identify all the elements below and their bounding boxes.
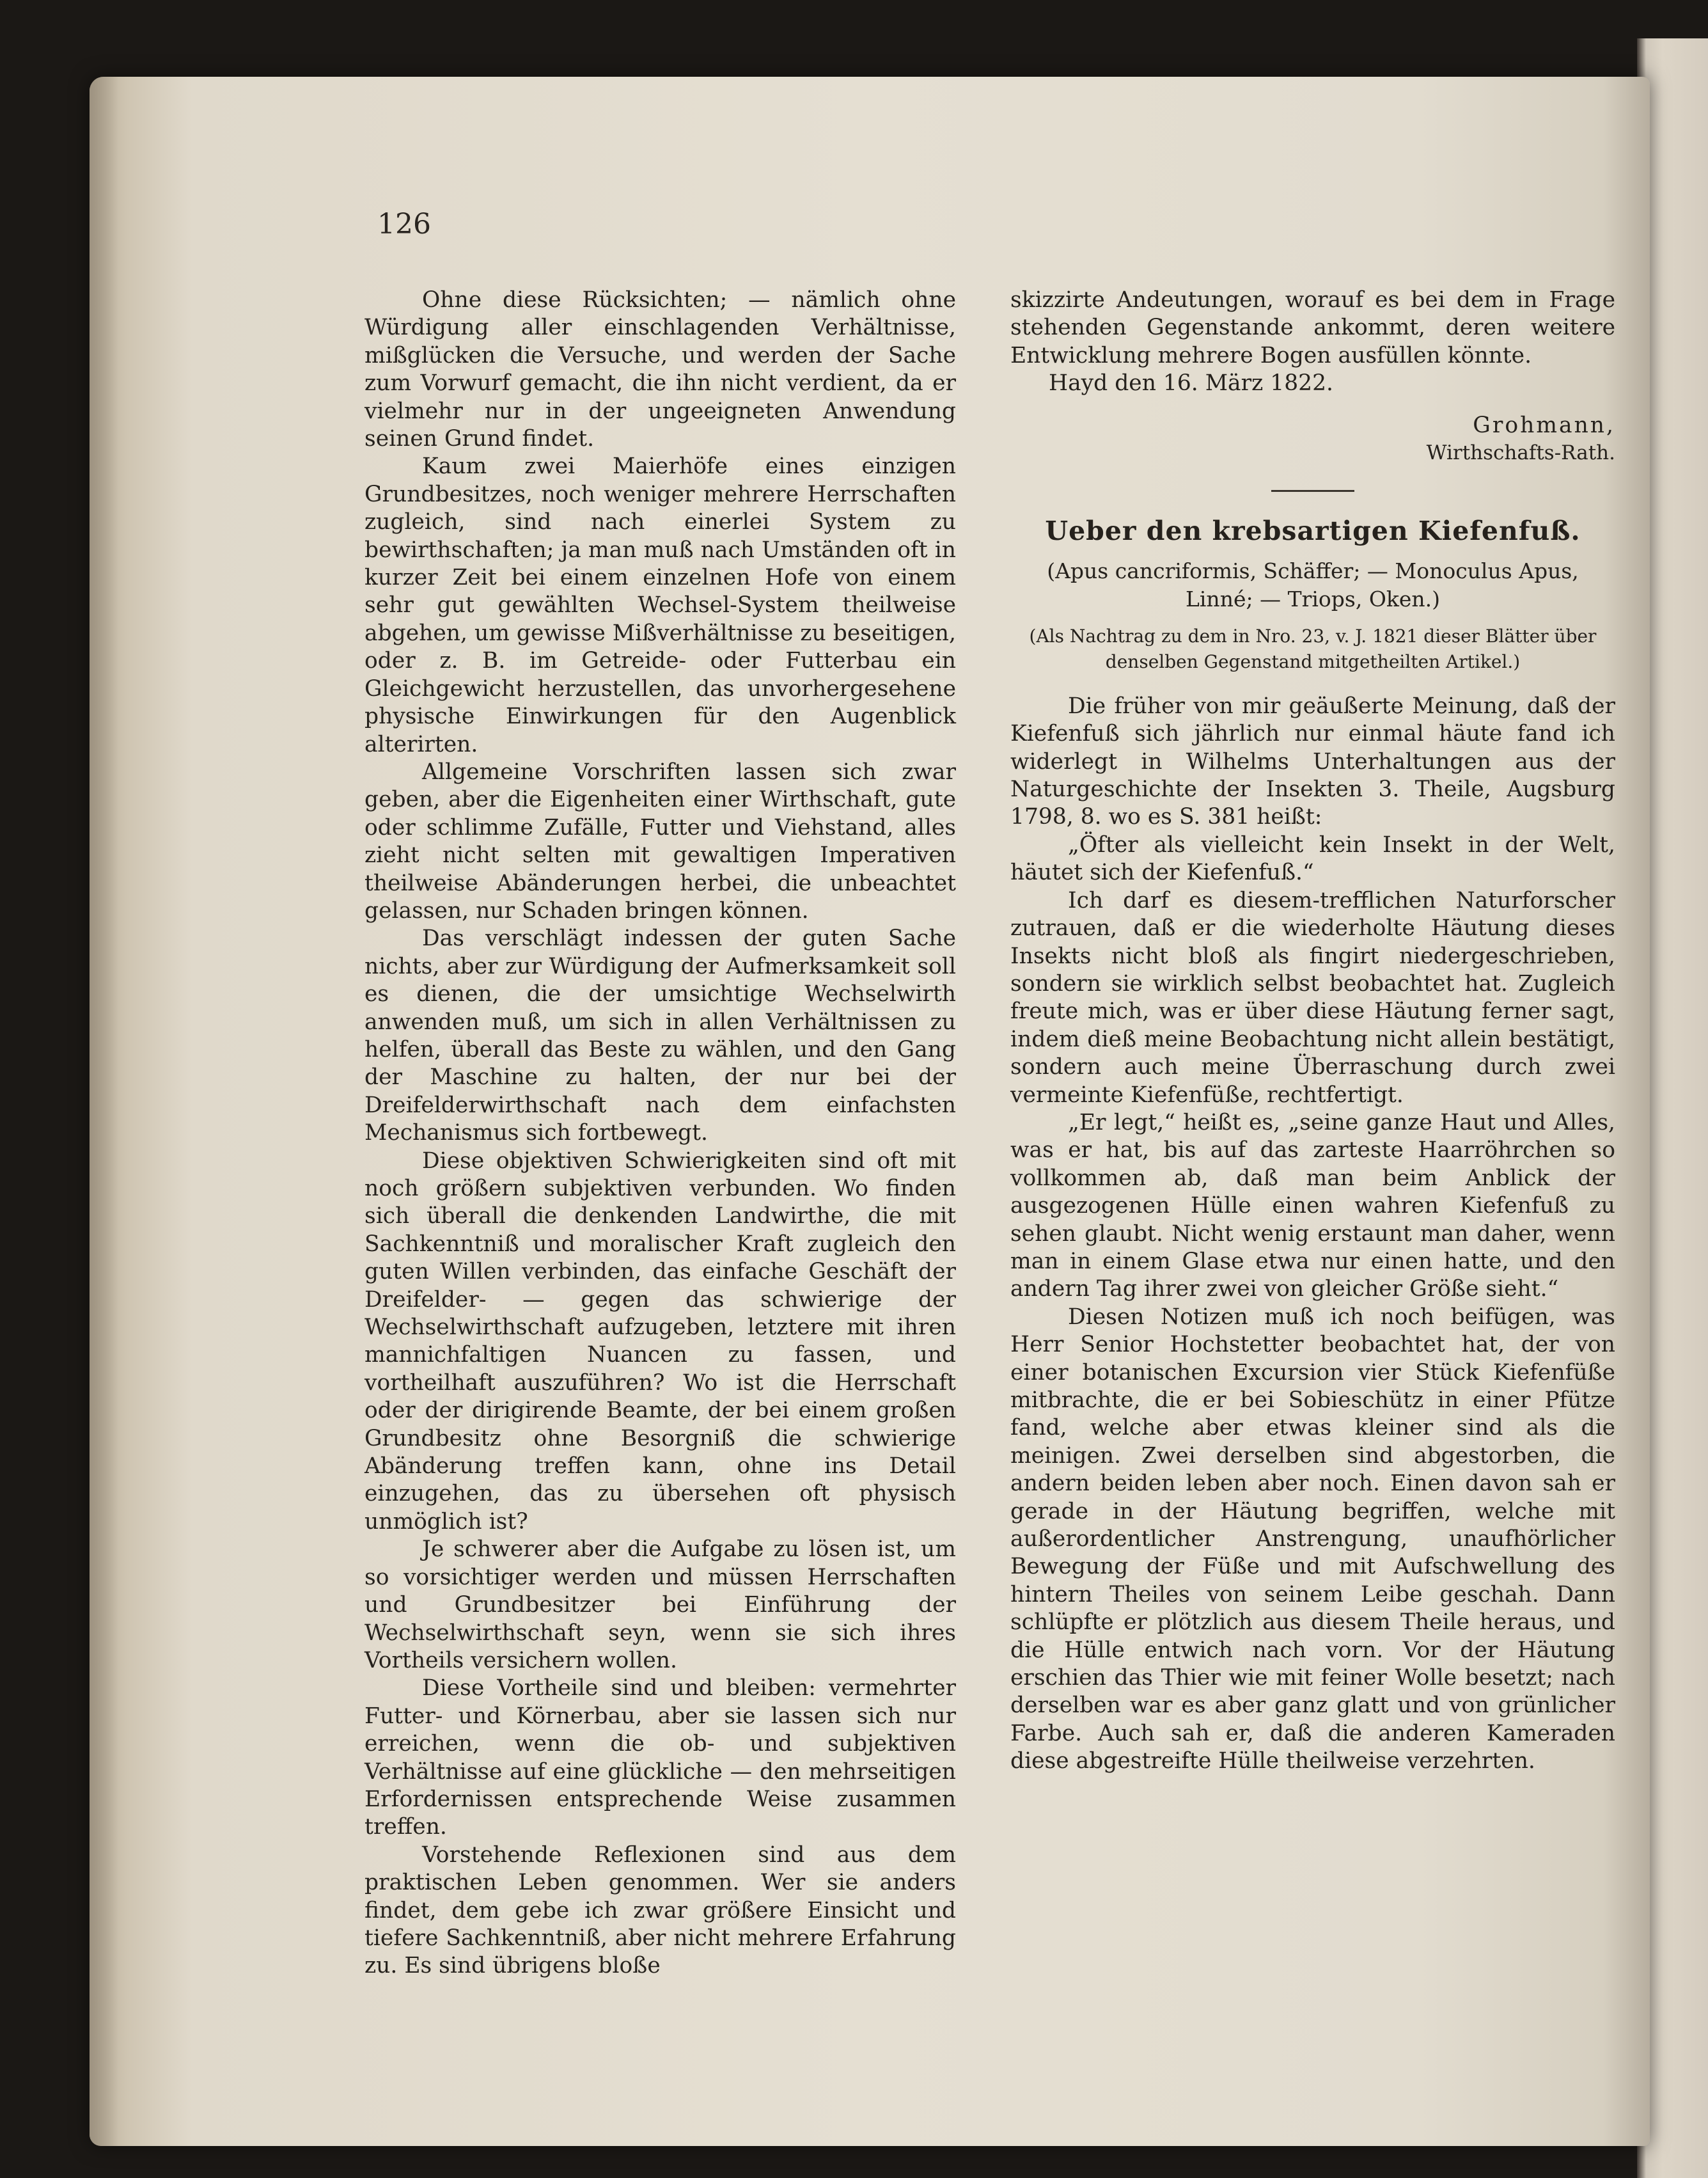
paragraph: Ich darf es diesem-trefflichen Naturforscher zutrauen, daß er die wiederholte Häutung dieses Insekts nicht bloß als fingirt niedergeschrieben, sondern sie wirklich selbst beobachtet hat. Zugleich freute mich, was er über diese Häutung ferner sagt, indem dieß meine Beobachtung nicht allein bestätigt, sondern auch meine Überraschung durch zwei vermeinte Kiefenfüße, rechtfertigt. <box>1010 887 1615 1108</box>
paragraph: Ohne diese Rücksichten; — nämlich ohne Würdigung aller einschlagenden Verhältnisse, mißglücken die Versuche, und werden der Sache zum Vorwurf gemacht, die ihn nicht verdient, da er vielmehr nur in der ungeeigneten Anwendung seinen Grund findet. <box>364 287 956 452</box>
article-subtitle: (Apus cancriformis, Schäffer; — Monoculus Apus, Linné; — Triops, Oken.) <box>1047 558 1579 612</box>
article-heading: Ueber den krebsartigen Kiefenfuß. <box>1045 516 1581 547</box>
left-column <box>364 287 956 1980</box>
paragraph: Je schwerer aber die Aufgabe zu lösen ist, um so vorsichtiger werden und müssen Herrschaften und Grundbesitzer bei Einführung der Wechselwirthschaft seyn, wenn sie sich ihres Vortheils versichern wollen. <box>364 1536 956 1673</box>
paragraph-continuation: skizzirte Andeutungen, worauf es bei dem in Frage stehenden Gegenstande ankommt, deren weitere Entwicklung mehrere Bogen ausfüllen könnte. <box>1010 287 1615 368</box>
paragraph: Das verschlägt indessen der guten Sache nichts, aber zur Würdigung der Aufmerksamkeit soll es dienen, die der umsichtige Wechselwirth anwenden muß, um sich in allen Verhältnissen zu helfen, überall das Beste zu wählen, und den Gang der Maschine zu halten, der nur bei der Dreifelderwirthschaft nach dem einfachsten Mechanismus sich fortbewegt. <box>364 926 956 1146</box>
paragraph: Allgemeine Vorschriften lassen sich zwar geben, aber die Eigenheiten einer Wirthschaft, gute oder schlimme Zufälle, Futter und Viehstand, alles zieht nicht selten mit gewaltigen Imperativen theilweise Abänderungen herbei, die unbeachtet gelassen, nur Schaden bringen können. <box>364 759 956 924</box>
section-divider <box>1271 490 1354 492</box>
paragraph: Diesen Notizen muß ich noch beifügen, was Herr Senior Hochstetter beobachtet hat, der von einer botanischen Excursion vier Stück Kiefenfüße mitbrachte, die er bei Sobieschütz in einer Pfütze fand, welche aber etwas kleiner sind als die meinigen. Zwei derselben sind abgestorben, die andern beiden leben aber noch. Einen davon sah er gerade in der Häutung begriffen, welche mit außerordentlicher Anstrengung, unaufhörlicher Bewegung der Füße und mit Aufschwellung des hintern Theiles von seinem Leibe geschah. Dann schlüpfte er plötzlich aus diesem Theile heraus, und die Hülle entwich nach vorn. Vor der Häutung erschien das Thier wie mit feiner Wolle besetzt; nach derselben war es aber ganz glatt und von grünlicher Farbe. Auch sah er, daß die anderen Kameraden diese abgestreifte Hülle theilweise verzehrten. <box>1010 1304 1615 1774</box>
paragraph: Vorstehende Reflexionen sind aus dem praktischen Leben genommen. Wer sie anders findet, dem gebe ich zwar größere Einsicht und tiefere Sachkenntniß, aber nicht mehrere Erfahrung zu. Es sind übrigens bloße <box>364 1842 956 1979</box>
paragraph: Diese Vortheile sind und bleiben: vermehrter Futter- und Körnerbau, aber sie lassen sich nur erreichen, wenn die ob- und subjektiven Verhältnisse auf eine glückliche — den mehrseitigen Erfordernissen entsprechende Weise zusammen treffen. <box>364 1675 956 1840</box>
right-column <box>1010 287 1615 1776</box>
dateline: Hayd den 16. März 1822. <box>1049 370 1334 397</box>
paragraph: Die früher von mir geäußerte Meinung, daß der Kiefenfuß sich jährlich nur einmal häute fand ich widerlegt in Wilhelms Unterhaltungen aus der Naturgeschichte der Insekten 3. Theile, Augsburg 1798, 8. wo es S. 381 heißt: <box>1010 693 1615 830</box>
quote: „Er legt,“ heißt es, „seine ganze Haut und Alles, was er hat, bis auf das zarteste Haarröhrchen so vollkommen ab, daß man beim Anblick der ausgezogenen Hülle einen wahren Kiefenfuß zu sehen glaubt. Nicht wenig erstaunt man daher, wenn man in einem Glase etwa nur einen hatte, und den andern Tag ihrer zwei von gleicher Größe sieht.“ <box>1010 1109 1615 1302</box>
paragraph: Diese objektiven Schwierigkeiten sind oft mit noch größern subjektiven verbunden. Wo finden sich überall die denkenden Landwirthe, die mit Sachkenntniß und moralischer Kraft zugleich den guten Willen verbinden, das einfache Geschäft der Dreifelder- — gegen das schwierige der Wechselwirthschaft aufzugeben, letztere mit ihren mannichfaltigen Nuancen zu fassen, und vortheilhaft auszuführen? Wo ist die Herrschaft oder der dirigirende Beamte, der bei einem großen Grundbesitz ohne Besorgniß die schwierige Abänderung treffen kann, ohne ins Detail einzugehen, das zu übersehen oft physisch unmöglich ist? <box>364 1148 956 1535</box>
author-title: Wirthschafts-Rath. <box>1426 441 1615 465</box>
paragraph: Kaum zwei Maierhöfe eines einzigen Grundbesitzes, noch weniger mehrere Herrschaften zugleich, sind nach einerlei System zu bewirthschaften; ja man muß nach Umständen oft in kurzer Zeit bei einem einzelnen Hofe von einem sehr gut gewählten Wechsel-System theilweise abgehen, um gewisse Mißverhältnisse zu beseitigen, oder z. B. im Getreide- oder Futterbau ein Gleichgewicht herzustellen, das unvorhergesehene physische Einwirkungen für den Augenblick alterirten. <box>364 454 956 757</box>
quote: „Öfter als vielleicht kein Insekt in der Welt, häutet sich der Kiefenfuß.“ <box>1010 832 1615 886</box>
page-number: 126 <box>377 208 431 241</box>
author-name: Grohmann, <box>1473 412 1615 438</box>
article-note: (Als Nachtrag zu dem in Nro. 23, v. J. 1821 dieser Blätter über denselben Gegenstand mitgetheilten Artikel.) <box>1029 625 1597 672</box>
